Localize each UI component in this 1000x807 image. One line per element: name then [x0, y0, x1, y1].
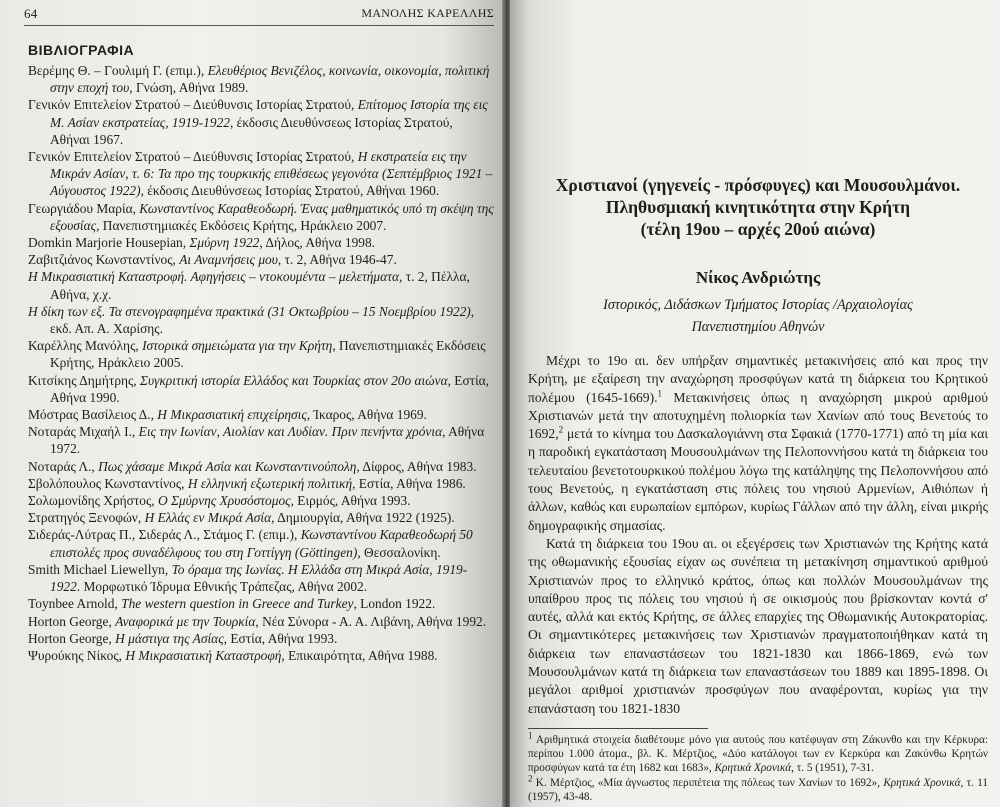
paragraph-text: Κατά τη διάρκεια του 19ου αι. οι εξεγέρσεις των Χριστιανών της Κρήτης κατά της οθωμανικής εξουσίας είχαν ως συνέπεια τη μετακίνηση σημαντικού αριθμού Χριστιανών προς το ελληνικό κράτος, όπως και πολλών Μουσουλμάνων της υπαίθρου προς τις πόλεις του νησιού ή σε οικισμούς που βρίσκονταν κοντά σ' αυτές, αλλά και εκτός Κρήτης, σε άλλες επαρχίες της Οθωμανικής Αυτοκρατορίας. Οι σημαντικότερες μετακινήσεις των Χριστιανών πραγματοποιήθηκαν κατά τη διάρκεια των επαναστάσεων του 1821-1830 και 1866-1869, ενώ των Μουσουλμάνων κατά τη διάρκεια των επαναστάσεων του 1889 και 1895-1898. Οι μεγάλοι αριθμοί χριστιανών προσφύγων που αναφέρονται, κυρίως για την επανάσταση του 1821-1830	[528, 535, 988, 716]
bibliography-entry	[28, 337, 494, 371]
entry-title: Πως χάσαμε Μικρά Ασία και Κωνσταντινούπολη	[98, 458, 357, 474]
entry-details: , Εστία, Αθήνα 1986.	[352, 475, 466, 491]
bibliography-entry	[28, 303, 494, 337]
entry-author: Σιδεράς-Λύτρας Π., Σιδεράς Λ., Στάμος Γ. (επιμ.),	[28, 527, 301, 543]
entry-author: Ζαβιτζιάνος Κωνσταντίνος,	[28, 252, 180, 268]
bibliography-entry	[28, 406, 494, 423]
entry-title: Σμύρνη 1922	[189, 235, 260, 251]
entry-author: Γενικόν Επιτελείον Στρατού – Διεύθυνσις Ιστορίας Στρατού,	[28, 97, 358, 113]
bibliography-entry	[28, 423, 494, 457]
bibliography-entry	[28, 630, 494, 647]
entry-title: Κωνσταντίνος Καραθεοδωρή. Ένας μαθηματικός υπό τη σκέψη της εξουσίας	[50, 200, 494, 233]
entry-author: Σβολόπουλος Κωνσταντίνος,	[28, 475, 188, 491]
author-affiliation	[528, 294, 988, 338]
paragraph-text: μετά το κίνημα του Δασκαλογιάννη στα Σφακιά (1770-1771) από τη μία και η παροδική εγκατάσταση Μουσουλμάνων της Πελοποννήσου κατά τη διάρκεια του τελευταίου βενετοτουρκικού πολέμου λόγω της κατάληψης της Πελοποννήσου από τους Βενετούς, η εγκατάσταση στις πόλεις του νησιού Αρμενίων, Αιθιόπων ή άλλων, καθώς και ευρωπαίων εμπόρων, κυρίως Γάλλων από την άλλη, είναι μικρής δημογραφικής σημασίας.	[528, 426, 988, 533]
article-title-line: (τέλη 19ου – αρχές 20ού αιώνα)	[640, 219, 876, 239]
bibliography-entry	[28, 268, 494, 302]
article-body	[528, 352, 988, 718]
entry-details: , London 1922.	[353, 596, 436, 612]
entry-title: Η Μικρασιατική επιχείρησις	[157, 407, 307, 423]
bibliography-entry	[28, 251, 494, 268]
footnote	[528, 772, 988, 804]
footnote-rule	[528, 728, 708, 729]
entry-details: , έκδοσις Διευθύνσεως Ιστορίας Στρατού, Αθήναι 1960.	[140, 183, 440, 199]
bibliography-entry	[28, 526, 494, 560]
footnote-text: Κ. Μέρτζιος, «Μία άγνωστος περιπέτεια της πόλεως των Χανίων το 1692»,	[532, 776, 884, 789]
running-header	[24, 6, 494, 26]
entry-title: Η Ελλάς εν Μικρά Ασία	[144, 510, 272, 526]
entry-author: Καρέλλης Μανόλης,	[28, 338, 143, 354]
entry-details: , Θεσσαλονίκη.	[357, 544, 441, 560]
entry-author: Κιτσίκης Δημήτρης,	[28, 372, 140, 388]
entry-details: , Επικαιρότητα, Αθήνα 1988.	[281, 647, 438, 663]
bibliography-entry	[28, 458, 494, 475]
entry-title: Η ελληνική εξωτερική πολιτική	[187, 475, 353, 491]
paragraph-text: Μετακινήσεις όπως η αναχώρηση μικρού αριθμού Χριστιανών μετά την αποτυχημένη πολιορκία των Χανίων από τους Βενετούς το 1692,	[528, 389, 989, 442]
entry-details: , Δημιουργία, Αθήνα 1922 (1925).	[271, 510, 455, 526]
bibliography-entry	[28, 647, 494, 664]
paragraph-text: Μέχρι το 19ο αι. δεν υπήρξαν σημαντικές μετακινήσεις από και προς την Κρήτη, με εξαίρεση την αναχώρηση προσφύγων κατά τη διάρκεια του Κρητικού πολέμου (1645-1669).	[528, 353, 988, 405]
bibliography-entry	[28, 200, 494, 234]
bibliography-list	[24, 62, 494, 664]
article-title-line: Πληθυσμιακή κινητικότητα στην Κρήτη	[605, 197, 911, 217]
entry-details: . Μορφωτικό Ίδρυμα Εθνικής Τράπεζας, Αθήνα 2002.	[76, 579, 368, 595]
bibliography-entry	[28, 561, 494, 595]
bibliography-entry	[28, 595, 494, 612]
entry-author: Smith Michael Liewellyn,	[28, 561, 172, 577]
entry-title: Εις την Ιωνίαν, Αιολίαν και Λυδίαν. Πριν πενήντα χρόνια	[138, 424, 443, 440]
entry-author: Μόστρας Βασίλειος Δ.,	[28, 407, 158, 423]
bibliography-entry	[28, 96, 494, 148]
affiliation-line: Ιστορικός, Διδάσκων Τμήματος Ιστορίας /Αρχαιολογίας	[603, 297, 913, 313]
footnote-text: Αριθμητικά στοιχεία διαθέτουμε μόνο για αυτούς που κατέφυγαν στη Ζάκυνθο και την Κέρκυρα: περίπου 1.000 άτομα., βλ. Κ. Μέρτζιος, «Δύο κατάλογοι των εν Κερκύρα και Ζακύνθω Κρητών προσφύγων κατά τα έτη 1682 και 1683»,	[528, 733, 988, 775]
bibliography-entry	[28, 62, 494, 96]
bibliography-entry	[28, 613, 494, 630]
entry-details: , Εστία, Αθήνα 1990.	[50, 372, 490, 405]
bibliography-entry	[28, 509, 494, 526]
entry-title: Η μάστιγα της Ασίας	[115, 630, 224, 646]
entry-title: Κωνσταντίνου Καραθεοδωρή 50 επιστολές προς συναδέλφους του στη Γοττίγγη (Göttingen)	[50, 527, 473, 560]
entry-details: , Εστία, Αθήνα 1993.	[223, 630, 338, 646]
entry-author: Toynbee Arnold,	[28, 596, 122, 612]
footnote-ref: 1	[657, 388, 663, 399]
footnote-text: , τ. 11 (1957), 43-48.	[528, 776, 988, 803]
right-page	[510, 0, 1000, 807]
entry-title: Επίτομος Ιστορία της εις Μ. Ασίαν εκστρατείας, 1919-1922	[50, 97, 488, 130]
entry-title: Συγκριτική ιστορία Ελλάδος και Τουρκίας στον 20ο αιώνα	[140, 372, 448, 388]
entry-details: , Πανεπιστημιακές Εκδόσεις Κρήτης, Ηράκλειο 2005.	[50, 338, 486, 371]
entry-author: Νοταράς Μιχαήλ Ι.,	[28, 424, 139, 440]
footnote-text: , τ. 5 (1951), 7-31.	[791, 762, 874, 775]
bibliography-entry	[28, 492, 494, 509]
footnote-ref: 2	[558, 424, 564, 435]
entry-author: Γεωργιάδου Μαρία,	[28, 200, 140, 216]
entry-title: Η δίκη των εξ. Τα στενογραφημένα πρακτικά (31 Οκτωβρίου – 15 Νοεμβρίου 1922)	[28, 303, 471, 319]
entry-details: , Δίφρος, Αθήνα 1983.	[356, 458, 477, 474]
entry-details: , Πανεπιστημιακές Εκδόσεις Κρήτης, Ηράκλειο 2007.	[96, 217, 387, 233]
footnote-journal: Κρητικά Χρονικά	[714, 762, 792, 775]
entry-title: Το όραμα της Ιωνίας. Η Ελλάδα στη Μικρά Ασία, 1919-1922	[50, 561, 468, 595]
entry-author: Σολωμονίδης Χρήστος,	[28, 493, 158, 509]
entry-title: Ιστορικά σημειώματα για την Κρήτη	[142, 338, 333, 354]
entry-details: , εκδ. Απ. Α. Χαρίσης.	[50, 303, 475, 337]
footnote-number: 2	[528, 772, 533, 783]
entry-title: Αναφορικά με την Τουρκία	[115, 613, 256, 629]
entry-author: Horton George,	[28, 613, 116, 629]
entry-title: Ο Σμύρνης Χρυσόστομος	[157, 493, 291, 509]
entry-title: Η Μικρασιατική Καταστροφή. Αφηγήσεις – ντοκουμέντα – μελετήματα	[28, 269, 399, 285]
entry-title: Αι Αναμνήσεις μου	[179, 252, 278, 268]
bibliography-entry	[28, 148, 494, 200]
entry-title: Η Μικρασιατική Καταστροφή	[125, 647, 282, 663]
article-title	[528, 174, 988, 240]
entry-title: Ελευθέριος Βενιζέλος, κοινωνία, οικονομία, πολιτική στην εποχή του	[50, 63, 490, 96]
entry-author: Ψυρούκης Νίκος,	[28, 647, 126, 663]
entry-details: , Δήλος, Αθήνα 1998.	[259, 235, 376, 251]
bibliography-entry	[28, 475, 494, 492]
entry-details: , Νέα Σύνορα - Α. Α. Λιβάνη, Αθήνα 1992.	[255, 613, 487, 629]
bibliography-entry	[28, 372, 494, 406]
entry-author: Βερέμης Θ. – Γουλιμή Γ. (επιμ.),	[28, 63, 208, 78]
entry-author: Νοταράς Λ.,	[28, 458, 99, 474]
entry-author: Domkin Marjorie Housepian,	[28, 235, 190, 251]
entry-details: , τ. 2, Πέλλα, Αθήνα, χ.χ.	[50, 269, 470, 302]
entry-author: Γενικόν Επιτελείον Στρατού – Διεύθυνσις Ιστορίας Στρατού,	[28, 149, 358, 165]
footnote-number: 1	[528, 730, 533, 741]
entry-details: , τ. 2, Αθήνα 1946-47.	[277, 252, 397, 268]
entry-title: Η εκστρατεία εις την Μικράν Ασίαν, τ. 6: Τα προ της τουρκικής επιθέσεως γεγονότα (Σεπτέμβριος 1921 – Αύγουστος 1922)	[50, 149, 493, 199]
article-title-line: Χριστιανοί (γηγενείς - πρόσφυγες) και Μουσουλμάνοι.	[555, 175, 961, 195]
footnotes	[528, 730, 988, 804]
entry-details: , Ειρμός, Αθήνα 1993.	[290, 493, 411, 509]
entry-details: , Αθήνα 1972.	[50, 424, 485, 457]
entry-details: , Γνώση, Αθήνα 1989.	[129, 80, 249, 96]
footnote	[528, 730, 988, 776]
entry-author: Horton George,	[28, 630, 116, 646]
footnote-journal: Κρητικά Χρονικά	[883, 776, 961, 789]
entry-title: The western question in Greece and Turkey	[121, 596, 354, 612]
entry-details: , έκδοσις Διευθύνσεως Ιστορίας Στρατού, Αθήναι 1967.	[50, 114, 453, 147]
article-author: Νίκος Ανδριώτης	[695, 268, 821, 287]
affiliation-line: Πανεπιστημίου Αθηνών	[691, 319, 825, 335]
bibliography-heading: ΒΙΒΛΙΟΓΡΑΦΙΑ	[28, 42, 135, 58]
entry-author: Στρατηγός Ξενοφών,	[28, 510, 145, 526]
body-paragraph	[528, 352, 988, 535]
running-head-author: ΜΑΝΟΛΗΣ ΚΑΡΕΛΛΗΣ	[361, 6, 494, 20]
bibliography-entry	[28, 234, 494, 251]
entry-details: , Ίκαρος, Αθήνα 1969.	[306, 407, 427, 423]
page-number: 64	[24, 6, 38, 21]
body-paragraph	[528, 535, 988, 718]
